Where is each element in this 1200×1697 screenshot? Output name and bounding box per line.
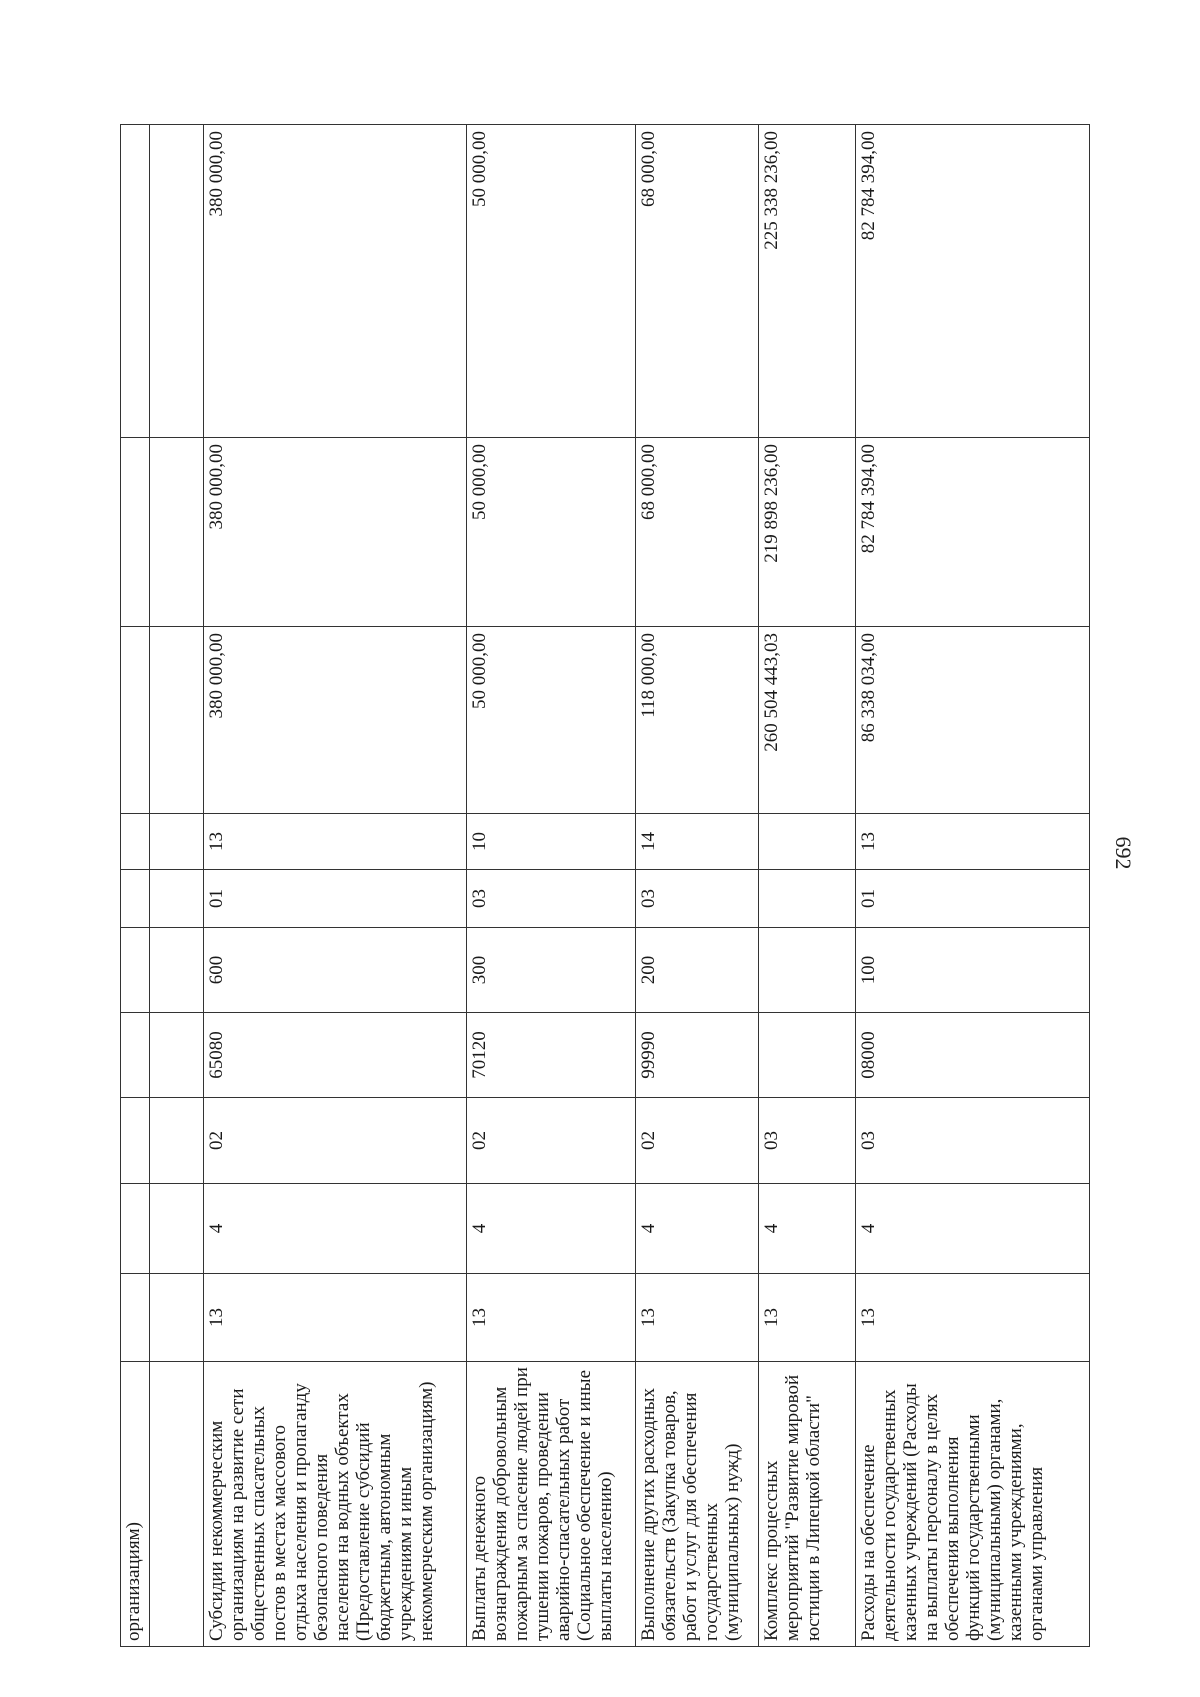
cell-amount-2: 380 000,00 [203,438,466,627]
cell-code-7 [121,814,150,870]
cell-code-7 [149,814,203,870]
cell-code-2 [121,1184,150,1274]
cell-code-5: 100 [855,928,1089,1013]
page-number-text: 692 [1111,836,1136,870]
cell-code-1 [149,1274,203,1362]
cell-code-4 [758,1013,855,1098]
cell-amount-3: 68 000,00 [636,125,759,438]
cell-amount-3 [149,125,203,438]
cell-code-6: 01 [855,870,1089,928]
cell-amount-1 [121,627,150,814]
cell-amount-1 [149,627,203,814]
cell-code-6: 03 [636,870,759,928]
table-row [855,125,1089,1647]
cell-code-3: 03 [855,1098,1089,1184]
budget-table [120,124,1090,1647]
cell-amount-2: 68 000,00 [636,438,759,627]
cell-code-7: 10 [466,814,635,870]
row-description: организациям) [121,1362,150,1647]
cell-code-6 [758,870,855,928]
row-description: Выполнение других расходных обязательств (Закупка товаров, работ и услуг для обеспечения государственных (муниципальных) нужд) [636,1362,759,1647]
cell-amount-2: 219 898 236,00 [758,438,855,627]
row-description: Субсидии некоммерческим организациям на развитие сети общественных спасательных постов в местах массового отдыха населения и пропаганду безопасного поведения населения на водных объектах (Предоставление субсидий бюджетным, автономным учреждениям и иным некоммерческим организациям) [203,1362,466,1647]
cell-code-7: 13 [855,814,1089,870]
cell-code-6: 01 [203,870,466,928]
row-description: Комплекс процессных мероприятий "Развитие мировой юстиции в Липецкой области" [758,1362,855,1647]
row-description: Выплаты денежного вознаграждения добровольным пожарным за спасение людей при тушении пожаров, проведении аварийно-спасательных работ (Социальное обеспечение и иные выплаты населению) [466,1362,635,1647]
cell-amount-1: 118 000,00 [636,627,759,814]
cell-code-3: 02 [636,1098,759,1184]
cell-code-1: 13 [855,1274,1089,1362]
cell-code-5 [121,928,150,1013]
cell-amount-2 [149,438,203,627]
cell-amount-3 [121,125,150,438]
cell-code-5: 300 [466,928,635,1013]
cell-code-4 [149,1013,203,1098]
cell-code-4: 99990 [636,1013,759,1098]
cell-code-1: 13 [203,1274,466,1362]
cell-code-3 [149,1098,203,1184]
budget-table-rotated-container [120,125,1090,1647]
table-row [121,125,150,1647]
cell-code-1 [121,1274,150,1362]
cell-amount-1: 260 504 443,03 [758,627,855,814]
cell-amount-1: 380 000,00 [203,627,466,814]
cell-code-6 [121,870,150,928]
cell-amount-3: 82 784 394,00 [855,125,1089,438]
cell-amount-1: 86 338 034,00 [855,627,1089,814]
cell-code-4: 08000 [855,1013,1089,1098]
cell-code-7 [758,814,855,870]
cell-code-5 [149,928,203,1013]
cell-code-4: 65080 [203,1013,466,1098]
cell-code-2: 4 [203,1184,466,1274]
cell-code-1: 13 [636,1274,759,1362]
cell-code-6 [149,870,203,928]
cell-amount-2: 82 784 394,00 [855,438,1089,627]
cell-code-1: 13 [466,1274,635,1362]
cell-amount-2: 50 000,00 [466,438,635,627]
cell-code-7: 13 [203,814,466,870]
cell-code-3 [121,1098,150,1184]
table-row [203,125,466,1647]
cell-amount-3: 50 000,00 [466,125,635,438]
cell-code-2: 4 [466,1184,635,1274]
cell-code-2: 4 [758,1184,855,1274]
table-row [758,125,855,1647]
cell-code-3: 02 [203,1098,466,1184]
cell-code-6: 03 [466,870,635,928]
table-row [466,125,635,1647]
cell-amount-3: 225 338 236,00 [758,125,855,438]
cell-code-4 [121,1013,150,1098]
row-description [149,1362,203,1647]
cell-code-4: 70120 [466,1013,635,1098]
table-row [636,125,759,1647]
cell-code-3: 02 [466,1098,635,1184]
cell-code-7: 14 [636,814,759,870]
cell-code-5: 200 [636,928,759,1013]
cell-amount-2 [121,438,150,627]
table-row [149,125,203,1647]
cell-amount-1: 50 000,00 [466,627,635,814]
cell-code-2: 4 [855,1184,1089,1274]
cell-code-5: 600 [203,928,466,1013]
cell-code-2 [149,1184,203,1274]
cell-amount-3: 380 000,00 [203,125,466,438]
row-description: Расходы на обеспечение деятельности государственных казенных учреждений (Расходы на выплаты персоналу в целях обеспечения выполнения функций государственными (муниципальными) органами, казенными учреждениями, органами управления [855,1362,1089,1647]
cell-code-2: 4 [636,1184,759,1274]
cell-code-1: 13 [758,1274,855,1362]
cell-code-3: 03 [758,1098,855,1184]
cell-code-5 [758,928,855,1013]
